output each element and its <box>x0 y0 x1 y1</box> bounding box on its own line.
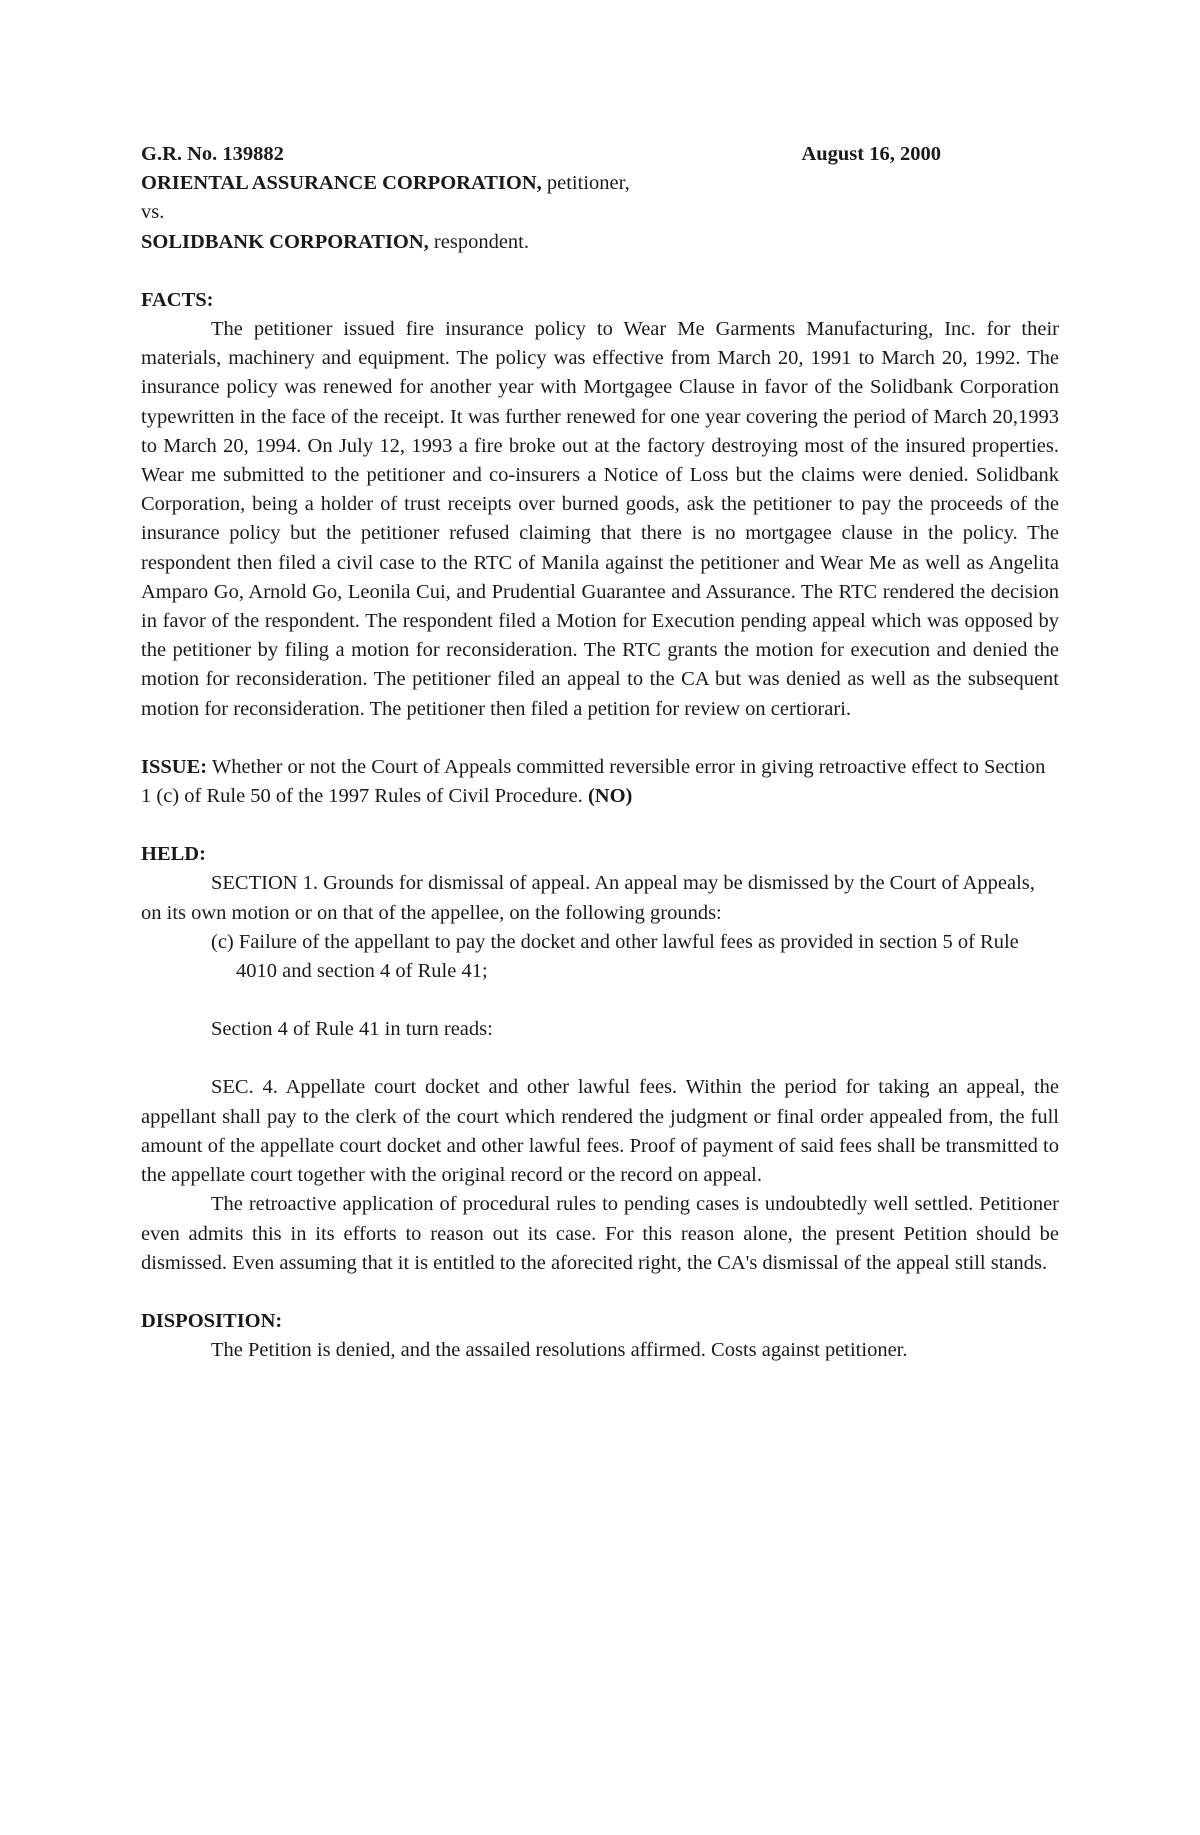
respondent-role: respondent. <box>428 230 529 253</box>
petitioner-role: petitioner, <box>541 172 630 195</box>
respondent-name: SOLIDBANK CORPORATION, <box>141 230 429 253</box>
petitioner-line <box>141 169 1059 198</box>
facts-paragraph: The petitioner issued fire insurance policy to Wear Me Garments Manufacturing, Inc. for their materials, machinery and equipment. The policy was effective from March 20, 1991 to March 20, 1992. The insurance policy was renewed for another year with Mortgagee Clause in favor of the Solidbank Corporation typewritten in the face of the receipt. It was further renewed for one year covering the period of March 20,1993 to March 20, 1994. On July 12, 1993 a fire broke out at the factory destroying most of the insured properties. Wear me submitted to the petitioner and co-insurers a Notice of Loss but the claims were denied. Solidbank Corporation, being a holder of trust receipts over burned goods, ask the petitioner to pay the proceeds of the insurance policy but the petitioner refused claiming that there is no mortgagee clause in the policy. The respondent then filed a civil case to the RTC of Manila against the petitioner and Wear Me as well as Angelita Amparo Go, Arnold Go, Leonila Cui, and Prudential Guarantee and Assurance. The RTC rendered the decision in favor of the respondent. The respondent filed a Motion for Execution pending appeal which was opposed by the petitioner by filing a motion for reconsideration. The RTC grants the motion for execution and denied the motion for reconsideration. The petitioner filed an appeal to the CA but was denied as well as the subsequent motion for reconsideration. The petitioner then filed a petition for review on certiorari. <box>141 318 1059 720</box>
issue-answer: (NO) <box>587 785 633 808</box>
held-item-c: (c) Failure of the appellant to pay the docket and other lawful fees as provided in section 5 of Rule 4010 and section 4 of Rule 41; <box>211 930 1019 983</box>
facts-heading: FACTS: <box>141 288 214 311</box>
held-sec4: SEC. 4. Appellate court docket and other lawful fees. Within the period for taking an appeal, the appellant shall pay to the clerk of the court which rendered the judgment or final order appealed from, the full amount of the appellate court docket and other lawful fees. Proof of payment of said fees shall be transmitted to the appellate court together with the original record or the record on appeal. <box>141 1076 1059 1187</box>
held-heading: HELD: <box>141 843 206 866</box>
case-number: G.R. No. 139882 <box>141 143 284 165</box>
disposition-text: The Petition is denied, and the assailed resolutions affirmed. Costs against petitioner. <box>211 1339 908 1362</box>
spacer <box>141 986 1059 1015</box>
held-retroactive: The retroactive application of procedural rules to pending cases is undoubtedly well settled. Petitioner even admits this in its efforts to reason out its case. For this reason alone, the present Petition should be dismissed. Even assuming that it is entitled to the aforecited right, the CA's dismissal of the appeal still stands. <box>141 1193 1059 1274</box>
case-header-row <box>141 140 1059 169</box>
spacer <box>141 1044 1059 1073</box>
issue-heading: ISSUE: <box>141 755 208 778</box>
versus-line: vs. <box>141 201 165 224</box>
case-digest-page <box>141 140 1059 1365</box>
respondent-line <box>141 228 1059 257</box>
petitioner-name: ORIENTAL ASSURANCE CORPORATION, <box>141 172 542 195</box>
issue-text: Whether or not the Court of Appeals committed reversible error in giving retroactive effect to Section 1 (c) of Rule 50 of the 1997 Rules of Civil Procedure. <box>141 755 1046 808</box>
issue-paragraph <box>141 753 1059 811</box>
held-section1: SECTION 1. Grounds for dismissal of appeal. An appeal may be dismissed by the Court of Appeals, on its own motion or on that of the appellee, on the following grounds: <box>141 872 1035 924</box>
disposition-heading: DISPOSITION: <box>141 1309 283 1332</box>
held-rule41-intro: Section 4 of Rule 41 in turn reads: <box>211 1018 493 1041</box>
spacer <box>141 724 1059 753</box>
case-date: August 16, 2000 <box>801 143 941 165</box>
